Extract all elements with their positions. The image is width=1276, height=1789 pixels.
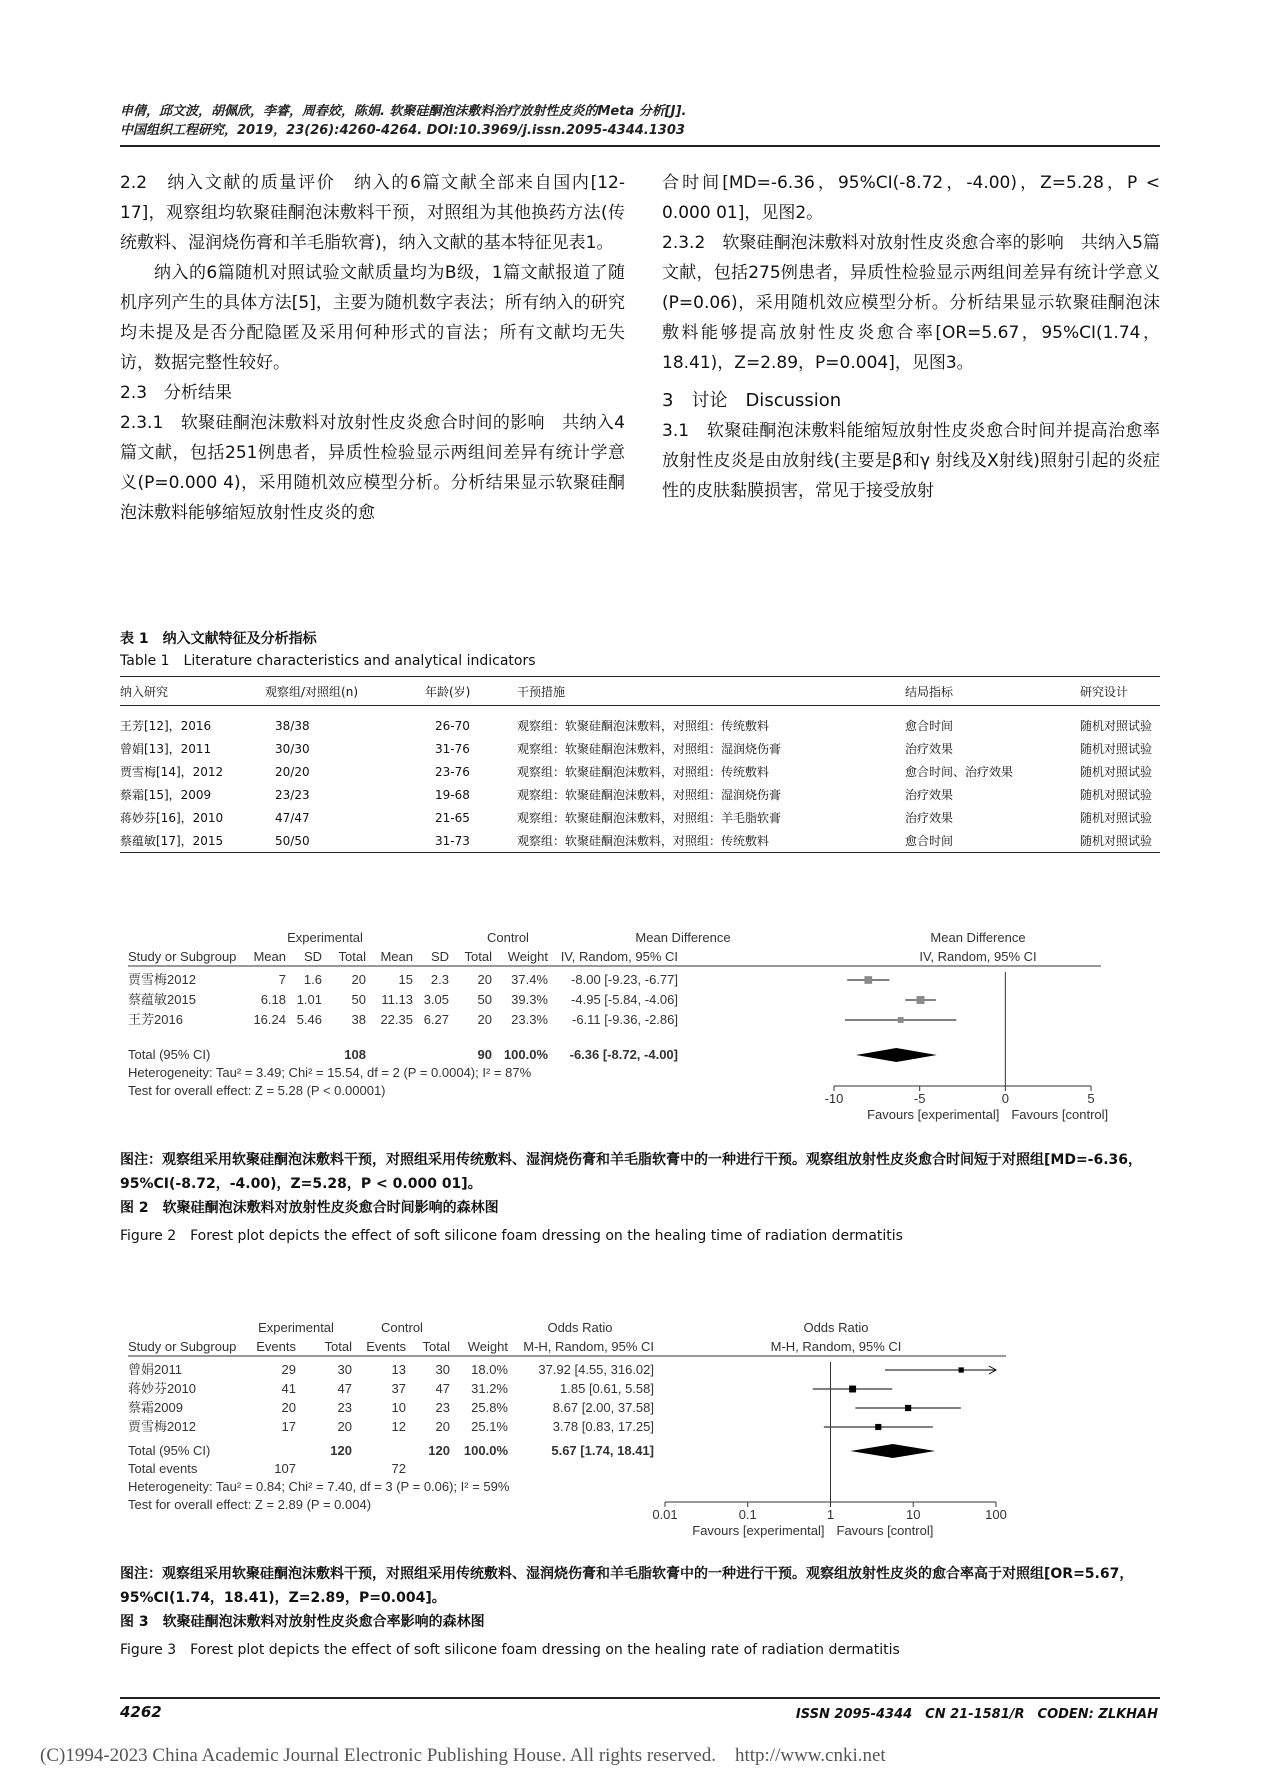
table-cell: 蔡霜[15]，2009: [120, 788, 212, 802]
figure-2-title-cn: 图 2 软聚硅酮泡沫敷料对放射性皮炎愈合时间影响的森林图: [120, 1200, 499, 1216]
table-cell: 愈合时间: [905, 719, 954, 733]
running-header: [120, 102, 686, 140]
total-exp: 120: [330, 1443, 352, 1458]
group-label-control: Control: [381, 1320, 423, 1335]
study-cell: 22.35: [380, 1012, 413, 1027]
study-square: [864, 976, 872, 984]
table-row: [120, 706, 1160, 738]
plot-effect-label: Mean Difference: [930, 930, 1026, 945]
study-cell: 3.05: [423, 992, 449, 1007]
table-cell: 愈合时间、治疗效果: [905, 765, 1014, 779]
table-cell: 21-65: [435, 810, 470, 825]
table-cell: 治疗效果: [905, 742, 954, 756]
study-cell: 20: [477, 972, 492, 987]
section-3-heading: 3 讨论 Discussion: [662, 390, 842, 411]
x-tick-label: 100: [985, 1507, 1007, 1522]
footer-rule: [120, 1697, 1160, 1699]
study-name: 蔡霜2009: [128, 1400, 183, 1415]
overall-effect-text: Test for overall effect: Z = 5.28 (P < 0.00001): [128, 1083, 386, 1098]
study-cell: 5.46: [296, 1012, 322, 1027]
study-cell: 29: [281, 1362, 296, 1377]
total-ctrl: 120: [428, 1443, 450, 1458]
table-row: [120, 760, 1160, 783]
study-cell: 20: [351, 972, 366, 987]
study-name: 贾雪梅2012: [128, 1419, 196, 1434]
plot-method-label: M-H, Random, 95% CI: [770, 1339, 902, 1354]
study-cell: 39.3%: [511, 992, 548, 1007]
table-cell: 50/50: [275, 833, 310, 848]
study-cell: 12: [391, 1419, 406, 1434]
table-cell: 王芳[12]，2016: [120, 719, 212, 733]
study-cell: 31.2%: [471, 1381, 508, 1396]
section-2-3-2: 2.3.2 软聚硅酮泡沫敷料对放射性皮炎愈合率的影响 共纳入5篇文献，包括275例患者，异质性检验显示两组间差异有统计学意义(P=0.06)，采用随机效应模型分析。分析结果显示软聚硅酮泡沫敷料能够提高放射性皮炎愈合率[OR=5.67，95%CI(1.74，18.41)，Z=2.89，P=0.004]，见图3。: [662, 233, 1160, 373]
figure-3-title-cn: 图 3 软聚硅酮泡沫敷料对放射性皮炎愈合率影响的森林图: [120, 1614, 485, 1630]
total-events-label: Total events: [128, 1461, 198, 1476]
study-cell: 37: [391, 1381, 406, 1396]
study-cell: 3.78 [0.83, 17.25]: [552, 1419, 654, 1434]
study-cell: 6.27: [423, 1012, 449, 1027]
study-cell: 41: [281, 1381, 296, 1396]
table-cell: 曾娟[13]，2011: [120, 742, 212, 756]
column-header: Weight: [467, 1339, 508, 1354]
study-cell: 17: [281, 1419, 296, 1434]
table-cell: 观察组：软聚硅酮泡沫敷料，对照组：传统敷料: [517, 719, 770, 733]
study-square: [898, 1017, 904, 1023]
table-cell: 随机对照试验: [1080, 719, 1153, 733]
study-cell: 37.92 [4.55, 316.02]: [538, 1362, 654, 1377]
study-square: [875, 1424, 881, 1430]
table-1-grid: [120, 676, 1160, 853]
forest-plot-figure-3: [128, 1318, 1158, 1561]
study-cell: 20: [281, 1400, 296, 1415]
total-exp: 108: [344, 1047, 366, 1062]
group-label-experimental: Experimental: [287, 930, 363, 945]
table-1-title-en: Table 1 Literature characteristics and analytical indicators: [120, 653, 536, 669]
x-tick-label: -5: [913, 1091, 926, 1106]
total-label: Total (95% CI): [128, 1443, 211, 1458]
table-cell: 治疗效果: [905, 788, 954, 802]
study-cell: 23: [337, 1400, 352, 1415]
favours-experimental-label: Favours [experimental]: [692, 1523, 825, 1538]
table-row: [120, 806, 1160, 829]
study-cell: 1.6: [303, 972, 322, 987]
table-cell: 31-76: [435, 741, 470, 756]
pooled-diamond: [850, 1444, 935, 1458]
table-cell: 随机对照试验: [1080, 788, 1153, 802]
table-cell: 23/23: [275, 787, 310, 802]
study-cell: 50: [477, 992, 492, 1007]
table-cell: 19-68: [435, 787, 470, 802]
study-cell: 37.4%: [511, 972, 548, 987]
total-label: Total (95% CI): [128, 1047, 211, 1062]
total-ci: -6.36 [-8.72, -4.00]: [569, 1047, 678, 1062]
total-weight: 100.0%: [463, 1443, 508, 1458]
total-events-exp: 107: [274, 1461, 296, 1476]
table-cell: 随机对照试验: [1080, 742, 1153, 756]
table-cell: 23-76: [435, 764, 470, 779]
journal-issn: ISSN 2095-4344 CN 21-1581/R CODEN: ZLKHAH: [795, 1707, 1158, 1722]
header-rule: [120, 145, 1160, 147]
total-ctrl: 90: [477, 1047, 492, 1062]
study-name: 王芳2016: [128, 1012, 183, 1027]
figure-2-caption: [120, 1148, 1160, 1248]
study-cell: 8.67 [2.00, 37.58]: [552, 1400, 654, 1415]
table-cell: 贾雪梅[14]，2012: [120, 765, 224, 779]
table-cell: 随机对照试验: [1080, 834, 1153, 848]
section-2-3: 2.3 分析结果: [120, 383, 233, 403]
study-name: 蒋妙芬2010: [128, 1381, 196, 1396]
study-cell: 20: [435, 1419, 450, 1434]
x-tick-label: 0.1: [738, 1507, 757, 1522]
study-cell: 30: [337, 1362, 352, 1377]
table-row: [120, 737, 1160, 760]
study-cell: -6.11 [-9.36, -2.86]: [572, 1012, 678, 1027]
column-header: Total: [422, 1339, 450, 1354]
study-cell: 23: [435, 1400, 450, 1415]
column-header: M-H, Random, 95% CI: [523, 1339, 654, 1354]
study-name: 贾雪梅2012: [128, 972, 196, 987]
column-header: Weight: [507, 949, 548, 964]
study-cell: 18.0%: [471, 1362, 508, 1377]
column-header: Mean: [253, 949, 286, 964]
table-cell: 30/30: [275, 741, 310, 756]
table-cell: 随机对照试验: [1080, 811, 1153, 825]
figure-2-title-en: Figure 2 Forest plot depicts the effect of soft silicone foam dressing on the healing time of radiation dermatitis: [120, 1228, 903, 1244]
x-tick-label: 1: [826, 1507, 835, 1522]
table-1: [120, 628, 1160, 853]
table-cell: 观察组：软聚硅酮泡沫敷料，对照组：湿润烧伤膏: [517, 742, 782, 756]
column-header: Total: [338, 949, 366, 964]
table-cell: 观察组：软聚硅酮泡沫敷料，对照组：传统敷料: [517, 765, 770, 779]
table-cell: 蔡蕴敏[17]，2015: [120, 834, 224, 848]
study-cell: 38: [351, 1012, 366, 1027]
study-cell: 10: [391, 1400, 406, 1415]
x-tick-label: 5: [1087, 1091, 1095, 1106]
total-weight: 100.0%: [503, 1047, 548, 1062]
header-doi: 中国组织工程研究，2019，23(26):4260-4264. DOI:10.3969/j.issn.2095-4344.1303: [120, 123, 685, 138]
column-header: Study or Subgroup: [128, 949, 237, 964]
column-header: Events: [366, 1339, 406, 1354]
table-cell: 蒋妙芬[16]，2010: [120, 811, 224, 825]
total-ci: 5.67 [1.74, 18.41]: [551, 1443, 654, 1458]
pooled-diamond: [856, 1048, 937, 1062]
study-name: 蔡蕴敏2015: [128, 992, 196, 1007]
table-cell: 随机对照试验: [1080, 765, 1153, 779]
result-continued: 合时间[MD=-6.36，95%CI(-8.72，-4.00)，Z=5.28，P < 0.000 01]，见图2。: [662, 173, 1160, 223]
column-header: IV, Random, 95% CI: [560, 949, 678, 964]
study-cell: 7: [278, 972, 286, 987]
column-header: Study or Subgroup: [128, 1339, 237, 1354]
table-cell: 观察组：软聚硅酮泡沫敷料，对照组：湿润烧伤膏: [517, 788, 782, 802]
figure-2-note: 图注：观察组采用软聚硅酮泡沫敷料干预，对照组采用传统敷料、湿润烧伤膏和羊毛脂软膏中的一种进行干预。观察组放射性皮炎愈合时间短于对照组[MD=-6.36，95%CI(-8.72，-4.00)，Z=5.28，P < 0.000 01]。: [120, 1152, 1143, 1192]
favours-control-label: Favours [control]: [1011, 1107, 1109, 1122]
table-1-title-cn: 表 1 纳入文献特征及分析指标: [120, 631, 317, 647]
table-cell: 26-70: [435, 718, 470, 733]
col-header: 结局指标: [905, 684, 954, 699]
forest-plot-3-svg: [128, 1318, 1158, 1558]
forest-plot-figure-2: [128, 928, 1158, 1139]
column-header: Total: [464, 949, 492, 964]
column-header: SD: [303, 949, 322, 964]
plot-effect-label: Odds Ratio: [803, 1320, 869, 1335]
study-cell: 1.01: [296, 992, 322, 1007]
column-header: Mean: [380, 949, 413, 964]
section-2-3-1: 2.3.1 软聚硅酮泡沫敷料对放射性皮炎愈合时间的影响 共纳入4篇文献，包括251例患者，异质性检验显示两组间差异有统计学意义(P=0.000 4)，采用随机效应模型分析。分析结果显示软聚硅酮泡沫敷料能够缩短放射性皮炎的愈: [120, 413, 625, 523]
group-label-control: Control: [487, 930, 529, 945]
study-cell: 25.8%: [471, 1400, 508, 1415]
col-header: 年龄(岁): [425, 684, 471, 699]
x-tick-label: 0: [1001, 1091, 1009, 1106]
study-cell: 30: [435, 1362, 450, 1377]
study-cell: -4.95 [-5.84, -4.06]: [571, 992, 678, 1007]
heterogeneity-text: Heterogeneity: Tau² = 3.49; Chi² = 15.54, df = 2 (P = 0.0004); I² = 87%: [128, 1065, 532, 1080]
study-cell: 16.24: [253, 1012, 286, 1027]
study-cell: 47: [337, 1381, 352, 1396]
quality-paragraph: 纳入的6篇随机对照试验文献质量均为B级，1篇文献报道了随机序列产生的具体方法[5]，主要为随机数字表法；所有纳入的研究均未提及是否分配隐匿及采用何种形式的盲法；所有文献均无失访，数据完整性较好。: [120, 263, 625, 373]
study-cell: 6.18: [260, 992, 286, 1007]
table-cell: 治疗效果: [905, 811, 954, 825]
favours-control-label: Favours [control]: [836, 1523, 934, 1538]
total-events-ctrl: 72: [391, 1461, 406, 1476]
x-tick-label: 10: [906, 1507, 921, 1522]
figure-3-note: 图注：观察组采用软聚硅酮泡沫敷料干预，对照组采用传统敷料、湿润烧伤膏和羊毛脂软膏中的一种进行干预。观察组放射性皮炎的愈合率高于对照组[OR=5.67，95%CI(1.74，18.41)，Z=2.89，P=0.004]。: [120, 1566, 1134, 1606]
overall-effect-text: Test for overall effect: Z = 2.89 (P = 0.004): [128, 1497, 372, 1512]
heterogeneity-text: Heterogeneity: Tau² = 0.84; Chi² = 7.40, df = 3 (P = 0.06); I² = 59%: [128, 1479, 510, 1494]
study-cell: 20: [337, 1419, 352, 1434]
table-cell: 20/20: [275, 764, 310, 779]
column-header: SD: [430, 949, 449, 964]
study-square: [917, 996, 925, 1004]
table-cell: 观察组：软聚硅酮泡沫敷料，对照组：羊毛脂软膏: [517, 811, 782, 825]
favours-experimental-label: Favours [experimental]: [867, 1107, 1000, 1122]
section-2-2: 2.2 纳入文献的质量评价 纳入的6篇文献全部来自国内[12-17]，观察组均软聚硅酮泡沫敷料干预，对照组为其他换药方法(传统敷料、湿润烧伤膏和羊毛脂软膏)，纳入文献的基本特征见表1。: [120, 173, 625, 253]
study-cell: -8.00 [-9.23, -6.77]: [571, 972, 678, 987]
study-cell: 13: [391, 1362, 406, 1377]
left-column: [120, 168, 625, 528]
study-cell: 1.85 [0.61, 5.58]: [560, 1381, 654, 1396]
page-number: 4262: [120, 1703, 162, 1721]
study-cell: 23.3%: [511, 1012, 548, 1027]
plot-method-label: IV, Random, 95% CI: [919, 949, 1037, 964]
study-cell: 11.13: [381, 992, 413, 1007]
table-row: [120, 829, 1160, 853]
col-header: 观察组/对照组(n): [265, 684, 359, 699]
figure-3-caption: [120, 1562, 1160, 1662]
column-header: Events: [256, 1339, 296, 1354]
right-column: [662, 168, 1177, 506]
study-square: [849, 1386, 856, 1393]
study-cell: 50: [351, 992, 366, 1007]
study-cell: 2.3: [430, 972, 449, 987]
group-label-experimental: Experimental: [258, 1320, 334, 1335]
effect-measure-label: Odds Ratio: [547, 1320, 613, 1335]
table-row: [120, 783, 1160, 806]
forest-plot-2-svg: [128, 928, 1158, 1136]
col-header: 研究设计: [1080, 684, 1129, 699]
study-cell: 47: [435, 1381, 450, 1396]
study-name: 曾娟2011: [128, 1362, 182, 1377]
table-cell: 38/38: [275, 718, 310, 733]
study-square: [905, 1405, 911, 1411]
table-cell: 观察组：软聚硅酮泡沫敷料，对照组：传统敷料: [517, 834, 770, 848]
column-header: Total: [324, 1339, 352, 1354]
col-header: 纳入研究: [120, 684, 169, 699]
study-cell: 20: [477, 1012, 492, 1027]
col-header: 干预措施: [517, 684, 566, 699]
header-citation: 申倩，邱文波，胡佩欣，李睿，周春姣，陈娟. 软聚硅酮泡沫敷料治疗放射性皮炎的Meta 分析[J].: [120, 104, 687, 119]
x-tick-label: -10: [824, 1091, 844, 1106]
study-cell: 25.1%: [471, 1419, 508, 1434]
table-cell: 31-73: [435, 833, 470, 848]
study-square: [959, 1367, 964, 1372]
table-cell: 愈合时间: [905, 834, 954, 848]
study-cell: 15: [398, 972, 413, 987]
section-3-1: 3.1 软聚硅酮泡沫敷料能缩短放射性皮炎愈合时间并提高治愈率 放射性皮炎是由放射线(主要是β和γ 射线及X射线)照射引起的炎症性的皮肤黏膜损害，常见于接受放射: [662, 421, 1177, 501]
copyright-watermark: (C)1994-2023 China Academic Journal Electronic Publishing House. All rights reserved. http://www.cnki.net: [40, 1745, 886, 1766]
effect-measure-label: Mean Difference: [635, 930, 731, 945]
figure-3-title-en: Figure 3 Forest plot depicts the effect of soft silicone foam dressing on the healing rate of radiation dermatitis: [120, 1642, 900, 1658]
x-tick-label: 0.01: [652, 1507, 678, 1522]
table-cell: 47/47: [275, 810, 310, 825]
